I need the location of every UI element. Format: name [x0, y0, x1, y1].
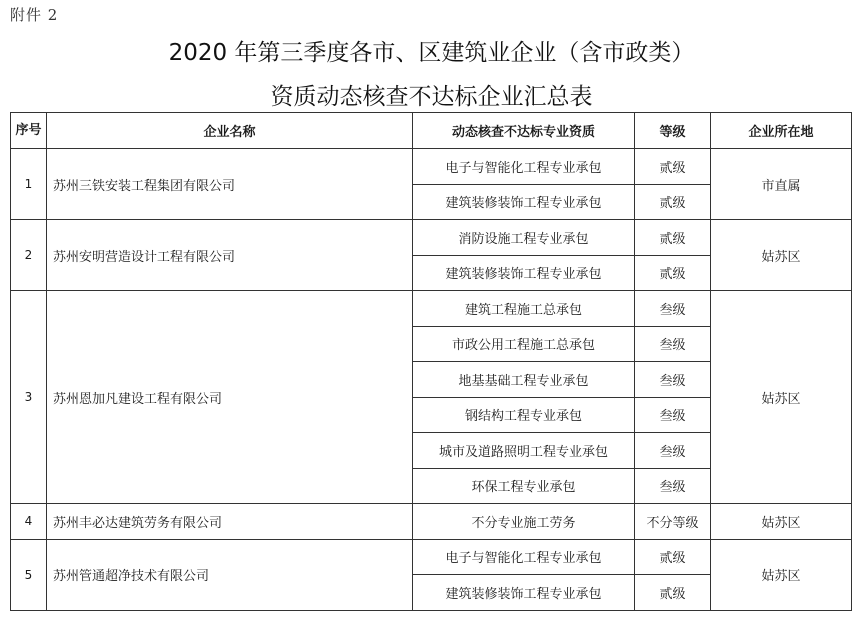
- cell-seq: 4: [11, 504, 47, 540]
- header-location: 企业所在地: [711, 113, 852, 149]
- cell-qualification: 建筑装修装饰工程专业承包: [413, 184, 635, 220]
- cell-company-name: 苏州管通超净技术有限公司: [47, 539, 413, 610]
- cell-grade: 叁级: [635, 326, 711, 362]
- cell-company-name: 苏州丰必达建筑劳务有限公司: [47, 504, 413, 540]
- cell-qualification: 城市及道路照明工程专业承包: [413, 433, 635, 469]
- header-seq: 序号: [11, 113, 47, 149]
- cell-location: 姑苏区: [711, 539, 852, 610]
- header-company: 企业名称: [47, 113, 413, 149]
- cell-grade: 叁级: [635, 433, 711, 469]
- cell-qualification: 建筑装修装饰工程专业承包: [413, 575, 635, 611]
- table-row: [11, 291, 852, 327]
- attachment-label: 附件 2: [10, 6, 59, 24]
- table-row: [11, 149, 852, 185]
- cell-grade: 贰级: [635, 539, 711, 575]
- cell-qualification: 环保工程专业承包: [413, 468, 635, 504]
- cell-seq: 3: [11, 291, 47, 504]
- cell-qualification: 建筑装修装饰工程专业承包: [413, 255, 635, 291]
- cell-seq: 1: [11, 149, 47, 220]
- cell-qualification: 电子与智能化工程专业承包: [413, 149, 635, 185]
- cell-grade: 贰级: [635, 220, 711, 256]
- cell-location: 市直属: [711, 149, 852, 220]
- cell-grade: 贰级: [635, 575, 711, 611]
- document-title-line-1: 2020 年第三季度各市、区建筑业企业（含市政类）: [168, 40, 695, 66]
- cell-grade: 叁级: [635, 468, 711, 504]
- cell-grade: 叁级: [635, 291, 711, 327]
- table-header-row: [11, 113, 852, 149]
- cell-qualification: 市政公用工程施工总承包: [413, 326, 635, 362]
- cell-company-name: 苏州三铁安装工程集团有限公司: [47, 149, 413, 220]
- cell-grade: 叁级: [635, 397, 711, 433]
- cell-location: 姑苏区: [711, 504, 852, 540]
- cell-grade: 不分等级: [635, 504, 711, 540]
- table-row: [11, 539, 852, 575]
- cell-qualification: 建筑工程施工总承包: [413, 291, 635, 327]
- cell-location: 姑苏区: [711, 291, 852, 504]
- noncompliant-enterprises-table: [10, 112, 852, 611]
- table-row: [11, 220, 852, 256]
- cell-qualification: 不分专业施工劳务: [413, 504, 635, 540]
- cell-company-name: 苏州安明营造设计工程有限公司: [47, 220, 413, 291]
- cell-grade: 贰级: [635, 149, 711, 185]
- cell-qualification: 电子与智能化工程专业承包: [413, 539, 635, 575]
- cell-seq: 5: [11, 539, 47, 610]
- cell-company-name: 苏州恩加凡建设工程有限公司: [47, 291, 413, 504]
- header-grade: 等级: [635, 113, 711, 149]
- cell-qualification: 消防设施工程专业承包: [413, 220, 635, 256]
- header-qualification: 动态核查不达标专业资质: [413, 113, 635, 149]
- cell-location: 姑苏区: [711, 220, 852, 291]
- cell-grade: 贰级: [635, 184, 711, 220]
- cell-grade: 贰级: [635, 255, 711, 291]
- cell-seq: 2: [11, 220, 47, 291]
- table-row: [11, 504, 852, 540]
- cell-grade: 叁级: [635, 362, 711, 398]
- document-title-line-2: 资质动态核查不达标企业汇总表: [270, 84, 593, 110]
- cell-qualification: 钢结构工程专业承包: [413, 397, 635, 433]
- cell-qualification: 地基基础工程专业承包: [413, 362, 635, 398]
- table-body: [11, 149, 852, 611]
